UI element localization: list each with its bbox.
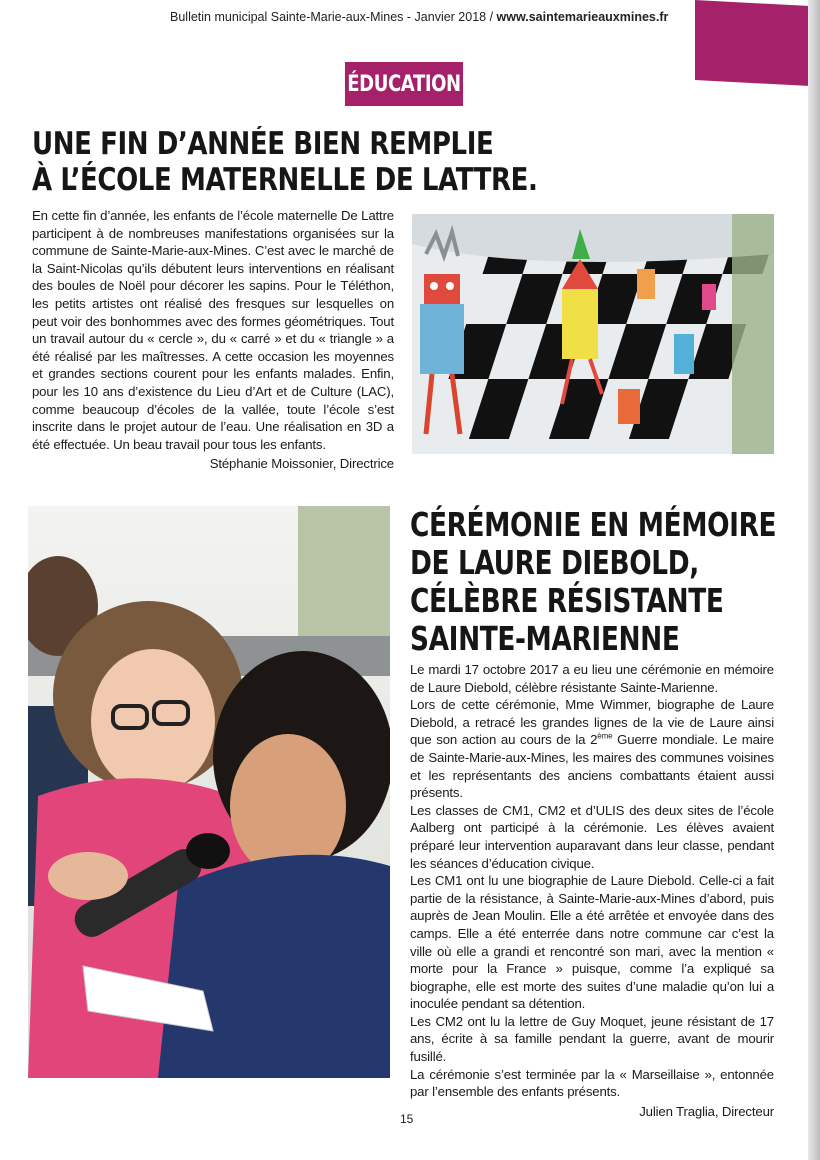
article1-title — [32, 126, 538, 198]
website-link[interactable]: www.saintemarieauxmines.fr — [496, 10, 669, 24]
page-number: 15 — [400, 1112, 414, 1126]
article2-title-line3: CÉLÈBRE RÉSISTANTE — [410, 581, 724, 620]
article2-paragraph-2b: Guerre mondiale. Le maire de Sainte-Marie-aux-Mines, les maires des communes voisines et les représentants des anciens combattants étaient aussi présents. — [410, 732, 774, 801]
article2-paragraph-4: Les CM1 ont lu une biographie de Laure Diebold. Celle-ci a fait partie de la résistance, à Sainte-Marie-aux-Mines d’abord, puis auprès de Jean Moulin. Elle a été arrêtée et envoyée dans des camps. Elle a été enterrée dans notre commune car c’est la ville où elle a grandi et rencontré son mari, avec la mention « morte pour la France » puisque, comme l’a expliqué sa biographe, elle est morte des suites d’une maladie qu’on lui a inoculée pendant sa détention. — [410, 873, 774, 1012]
ceremony-photo — [28, 506, 390, 1078]
fresque-photo — [412, 214, 774, 454]
article2-title-line4: SAINTE-MARIENNE — [410, 619, 680, 658]
scan-edge — [808, 0, 820, 1160]
article2-title-line2: DE LAURE DIEBOLD, — [410, 543, 699, 582]
article1-title-line1: UNE FIN D’ANNÉE BIEN REMPLIE — [32, 126, 494, 162]
article1-title-line2: À L’ÉCOLE MATERNELLE DE LATTRE. — [32, 162, 538, 198]
article2-paragraph-3: Les classes de CM1, CM2 et d’ULIS des deux sites de l’école Aalberg ont participé à la cérémonie. Les élèves avaient préparé leur intervention auparavant dans leur classe, pendant les séances d’éducation civique. — [410, 802, 774, 871]
bulletin-title: Bulletin municipal Sainte-Marie-aux-Mines - Janvier 2018 / — [170, 10, 497, 24]
article2-paragraph-6: La cérémonie s’est terminée par la « Marseillaise », entonnée par l’ensemble des enfants présents. — [410, 1066, 774, 1100]
ordinal-suffix: ème — [597, 731, 613, 741]
article2-signature: Julien Traglia, Directeur — [639, 1103, 774, 1119]
section-corner-tab — [695, 0, 810, 86]
section-label: ÉDUCATION — [345, 62, 463, 106]
article2-paragraph-2 — [410, 696, 774, 802]
article2-title-line1: CÉRÉMONIE EN MÉMOIRE — [410, 505, 777, 544]
article2-paragraph-1: Le mardi 17 octobre 2017 a eu lieu une cérémonie en mémoire de Laure Diebold, célèbre résistante Sainte-Marienne. — [410, 662, 774, 695]
article2-paragraph-5: Les CM2 ont lu la lettre de Guy Moquet, jeune résistant de 17 ans, écrite à sa famille pendant la guerre, avant de mourir fusillé. — [410, 1013, 774, 1065]
article2-body — [410, 661, 774, 1120]
article1-body — [32, 207, 394, 473]
article1-signature: Stéphanie Moissonier, Directrice — [209, 456, 394, 472]
article2-title — [410, 506, 786, 658]
article2-paragraph-2a: Lors de cette cérémonie, Mme Wimmer, biographe de Laure Diebold, a retracé les grandes lignes de la vie de Laure ainsi que son action au cours de la 2 — [410, 697, 774, 748]
article1-text: En cette fin d’année, les enfants de l’école maternelle De Lattre participent à de nombreuses manifestations organisées sur la commune de Sainte-Marie-aux-Mines. C’est avec le marché de la Saint-Nicolas qu’ils débutent leurs interventions en réalisant des boules de Noël pour décorer les sapins. Pour le Téléthon, les petits artistes ont réalisé des fresques sur lesquelles on peut voir des bonhommes avec des formes géométriques. Tout un travail autour du « cercle », du « carré » et du « triangle » a été réalisé par les maîtresses. A cette occasion les moyennes et grandes sections courent pour les enfants malades. Enfin, pour les 10 ans d’existence du Lieu d’Art et de Culture (LAC), comme beaucoup d’écoles de la vallée, toute l’école s’est inscrite dans le projet autour de l’eau. Une réalisation en 3D a été effectuée. Un beau travail pour tous les enfants. — [32, 208, 394, 452]
bulletin-header — [170, 10, 668, 24]
